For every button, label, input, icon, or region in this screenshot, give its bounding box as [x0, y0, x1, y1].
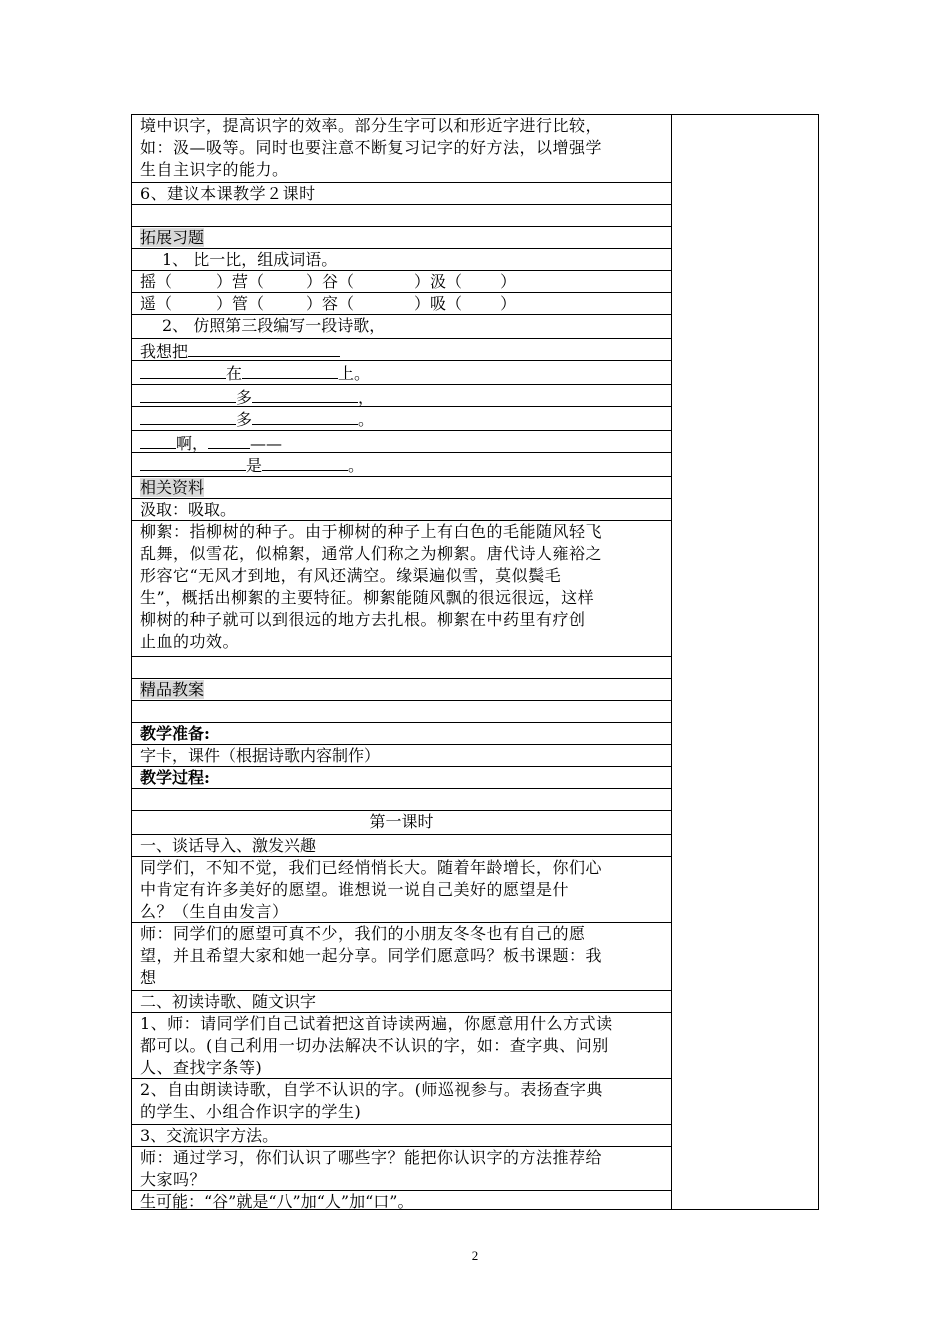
text-fragment: ）吸（ — [414, 294, 463, 313]
answer-blank — [242, 361, 338, 379]
text-fragment: 在 — [226, 364, 243, 383]
answer-blank — [140, 385, 236, 403]
table-row — [132, 723, 671, 745]
section-heading: 拓展习题 — [140, 228, 205, 247]
table-row — [132, 1079, 671, 1125]
lesson-period-title: 第一课时 — [369, 812, 434, 831]
table-row — [132, 811, 671, 835]
section-heading: 相关资料 — [140, 478, 205, 497]
text-line: 人、查找字条等) — [140, 1058, 263, 1077]
table-row — [132, 857, 671, 923]
table-row — [132, 453, 671, 477]
section-heading: 精品教案 — [140, 680, 205, 699]
text-line: 柳絮：指柳树的种子。由于柳树的种子上有白色的毛能随风轻飞 — [140, 522, 603, 541]
table-row-empty — [132, 205, 671, 227]
text-fragment: 多 — [236, 410, 253, 429]
table-row — [132, 1191, 671, 1211]
text-line: 的学生、小组合作识字的学生) — [140, 1102, 362, 1121]
answer-blank — [252, 407, 358, 425]
table-row — [132, 745, 671, 767]
table-row — [132, 477, 671, 499]
text-fragment: 。 — [348, 456, 365, 475]
exercise-title: 2、 仿照第三段编写一段诗歌， — [162, 316, 386, 335]
table-row-empty — [132, 789, 671, 811]
table-row-empty — [132, 657, 671, 679]
text-fragment: 我想把 — [140, 342, 189, 361]
text-line: 想 — [140, 968, 157, 987]
text-line: 中肯定有许多美好的愿望。谁想说一说自己美好的愿望是什 — [140, 880, 570, 899]
notes-column — [671, 115, 672, 1209]
exercise-title: 1、 比一比，组成词语。 — [162, 250, 338, 269]
text-line: 生”，概括出柳絮的主要特征。柳絮能随风飘的很远很远，这样 — [140, 588, 595, 607]
text-fragment: 是 — [246, 456, 263, 475]
table-row — [132, 521, 671, 657]
table-row — [132, 315, 671, 339]
text-fragment: ）管（ — [216, 294, 265, 313]
text-fragment: 遥（ — [140, 294, 173, 313]
text-line: 境中识字，提高识字的效率。部分生字可以和形近字进行比较， — [140, 116, 603, 135]
text-fragment: ） — [500, 294, 517, 313]
text-line: 同学们，不知不觉，我们已经悄悄长大。随着年龄增长，你们心 — [140, 858, 603, 877]
text-line: 柳树的种子就可以到很远的地方去扎根。柳絮在中药里有疗创 — [140, 610, 586, 629]
step-heading: 二、初读诗歌、随文识字 — [140, 992, 317, 1011]
answer-blank — [188, 339, 340, 357]
text-line: 汲取：吸取。 — [140, 500, 237, 519]
table-row — [132, 767, 671, 789]
table-row — [132, 1125, 671, 1147]
text-fragment: ）汲（ — [414, 272, 463, 291]
step-heading: 一、谈话导入、激发兴趣 — [140, 836, 317, 855]
table-row — [132, 1013, 671, 1079]
answer-blank — [208, 431, 250, 449]
text-fragment: 上。 — [338, 364, 371, 383]
text-line: 都可以。(自己利用一切办法解决不认识的字，如：查字典、问别 — [140, 1036, 609, 1055]
text-fragment: 啊， — [176, 434, 209, 453]
text-line: 师：同学们的愿望可真不少，我们的小朋友冬冬也有自己的愿 — [140, 924, 586, 943]
text-line: 形容它“无风才到地，有风还满空。缘渠遍似雪，莫似鬓毛 — [140, 566, 562, 585]
text-line: 6、建议本课教学２课时 — [140, 184, 316, 203]
text-line: 字卡，课件（根据诗歌内容制作） — [140, 746, 381, 765]
text-line: 3、交流识字方法。 — [140, 1126, 279, 1145]
table-row — [132, 227, 671, 249]
table-row — [132, 115, 671, 183]
table-row — [132, 293, 671, 315]
answer-blank — [252, 385, 358, 403]
subheading: 教学准备: — [140, 724, 210, 743]
table-row — [132, 339, 671, 361]
answer-blank — [140, 453, 246, 471]
subheading: 教学过程: — [140, 768, 210, 787]
table-row — [132, 271, 671, 293]
table-row — [132, 499, 671, 521]
table-row — [132, 407, 671, 431]
table-row — [132, 183, 671, 205]
table-row — [132, 385, 671, 407]
text-fragment: —— — [250, 434, 283, 453]
text-line: 么？（生自由发言） — [140, 902, 289, 921]
answer-blank — [140, 361, 226, 379]
answer-blank — [140, 431, 176, 449]
text-fragment: ）谷（ — [306, 272, 355, 291]
text-fragment: 摇（ — [140, 272, 173, 291]
text-fragment: 。 — [358, 410, 375, 429]
answer-blank — [262, 453, 348, 471]
lesson-table — [131, 114, 819, 1210]
text-fragment: ， — [358, 388, 375, 407]
table-row — [132, 361, 671, 385]
text-line: 止血的功效。 — [140, 632, 240, 651]
table-row — [132, 835, 671, 857]
text-line: 师：通过学习，你们认识了哪些字？能把你认识字的方法推荐给 — [140, 1148, 603, 1167]
text-fragment: ）容（ — [306, 294, 355, 313]
table-row — [132, 679, 671, 701]
text-fragment: 多 — [236, 388, 253, 407]
text-fragment: ） — [500, 272, 517, 291]
text-line: 生自主识字的能力。 — [140, 160, 289, 179]
text-line: 望，并且希望大家和她一起分享。同学们愿意吗？板书课题：我 — [140, 946, 603, 965]
text-line: 大家吗？ — [140, 1170, 207, 1189]
text-line: 生可能：“谷”就是“八”加“人”加“口”。 — [140, 1192, 414, 1211]
table-row — [132, 431, 671, 453]
text-line: 如：汲—吸等。同时也要注意不断复习记字的好方法，以增强学 — [140, 138, 603, 157]
table-row-empty — [132, 701, 671, 723]
table-row — [132, 1147, 671, 1191]
text-line: 1、师：请同学们自己试着把这首诗读两遍，你愿意用什么方式读 — [140, 1014, 613, 1033]
text-line: 乱舞，似雪花，似棉絮，通常人们称之为柳絮。唐代诗人雍裕之 — [140, 544, 603, 563]
table-row — [132, 991, 671, 1013]
text-fragment: ）营（ — [216, 272, 265, 291]
answer-blank — [140, 407, 236, 425]
text-line: 2、自由朗读诗歌，自学不认识的字。(师巡视参与。表扬查字典 — [140, 1080, 603, 1099]
page-number: 2 — [471, 1248, 479, 1263]
table-row — [132, 923, 671, 991]
table-row — [132, 249, 671, 271]
